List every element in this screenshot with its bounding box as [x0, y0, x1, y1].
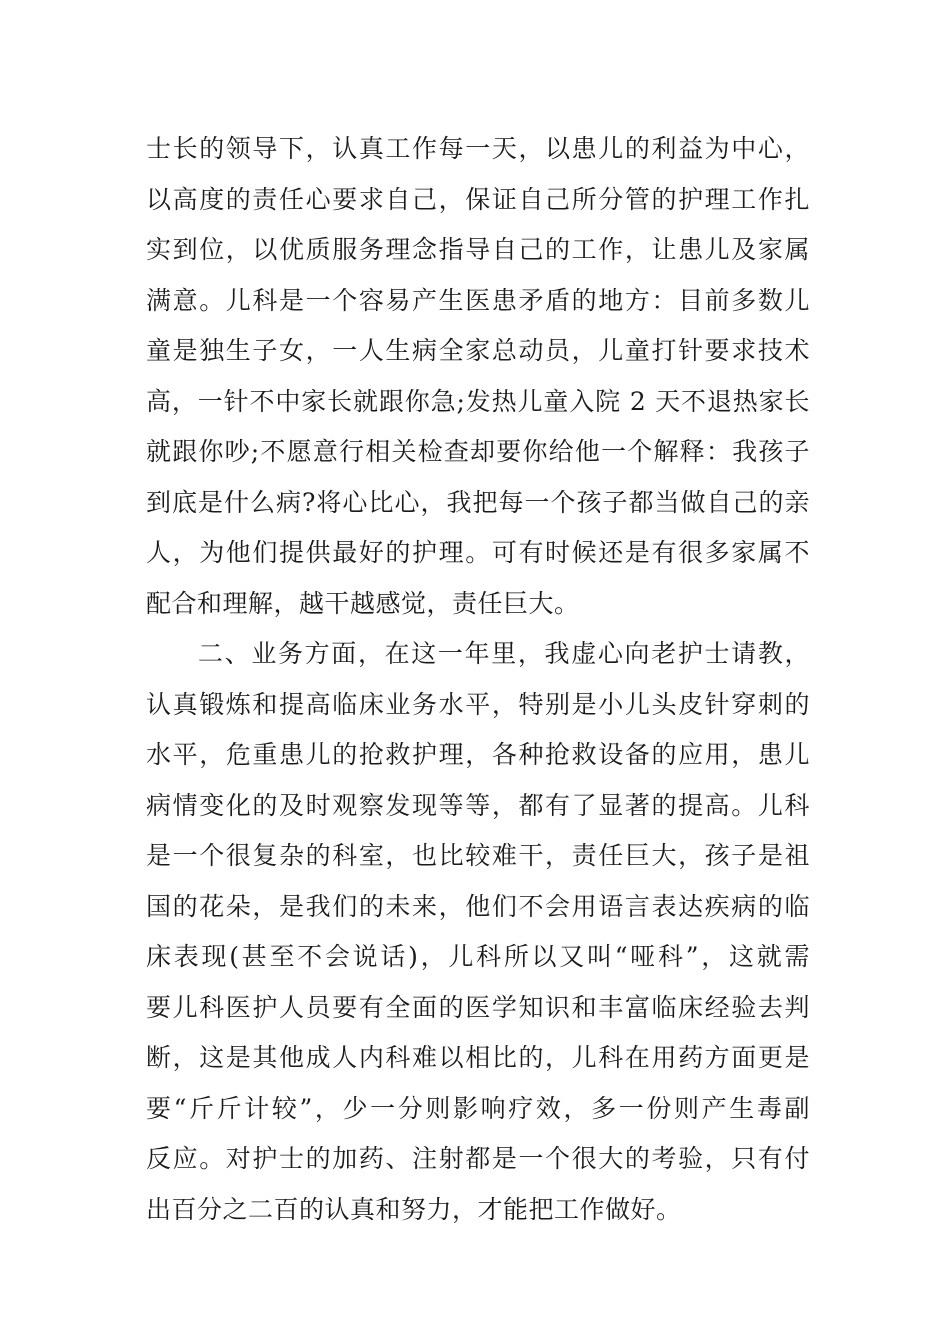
text-line: 水平，危重患儿的抢救护理，各种抢救设备的应用，患儿 [146, 740, 810, 769]
text-line: 断，这是其他成人内科难以相比的，儿科在用药方面更是 [146, 1043, 810, 1072]
text-line: 童是独生子女，一人生病全家总动员，儿童打针要求技术 [146, 336, 810, 365]
text-line: 要儿科医护人员要有全面的医学知识和丰富临床经验去判 [146, 992, 810, 1022]
text-line: 配合和理解，越干越感觉，责任巨大。 [146, 588, 580, 618]
text-line: 国的花朵，是我们的未来，他们不会用语言表达疾病的临 [146, 891, 810, 921]
text-line: 要“斤斤计较”，少一分则影响疗效，多一份则产生毒副 [146, 1093, 810, 1123]
text-line: 病情变化的及时观察发现等等，都有了显著的提高。儿科 [146, 790, 810, 820]
text-line: 实到位，以优质服务理念指导自己的工作，让患儿及家属 [146, 235, 810, 264]
text-line: 到底是什么病?将心比心，我把每一个孩子都当做自己的亲 [146, 487, 810, 517]
text-line: 是一个很复杂的科室，也比较难干，责任巨大，孩子是祖 [146, 841, 810, 870]
text-line: 就跟你吵;不愿意行相关检查却要你给他一个解释：我孩子 [146, 437, 810, 466]
text-line: 出百分之二百的认真和努力，才能把工作做好。 [146, 1194, 682, 1224]
text-line: 认真锻炼和提高临床业务水平，特别是小儿头皮针穿刺的 [146, 689, 810, 719]
text-line: 满意。儿科是一个容易产生医患矛盾的地方：目前多数儿 [146, 285, 810, 315]
text-line: 士长的领导下，认真工作每一天，以患儿的利益为中心， [146, 134, 810, 163]
text-line: 反应。对护士的加药、注射都是一个很大的考验，只有付 [146, 1144, 810, 1173]
document-body [146, 124, 810, 1235]
text-line: 二、业务方面，在这一年里，我虚心向老护士请教， [198, 639, 810, 668]
text-line: 高，一针不中家长就跟你急;发热儿童入院 2 天不退热家长 [146, 386, 810, 416]
text-line: 人，为他们提供最好的护理。可有时候还是有很多家属不 [146, 538, 810, 567]
text-line: 以高度的责任心要求自己，保证自己所分管的护理工作扎 [146, 184, 810, 214]
text-line: 床表现(甚至不会说话)，儿科所以又叫“哑科”，这就需 [146, 942, 810, 971]
